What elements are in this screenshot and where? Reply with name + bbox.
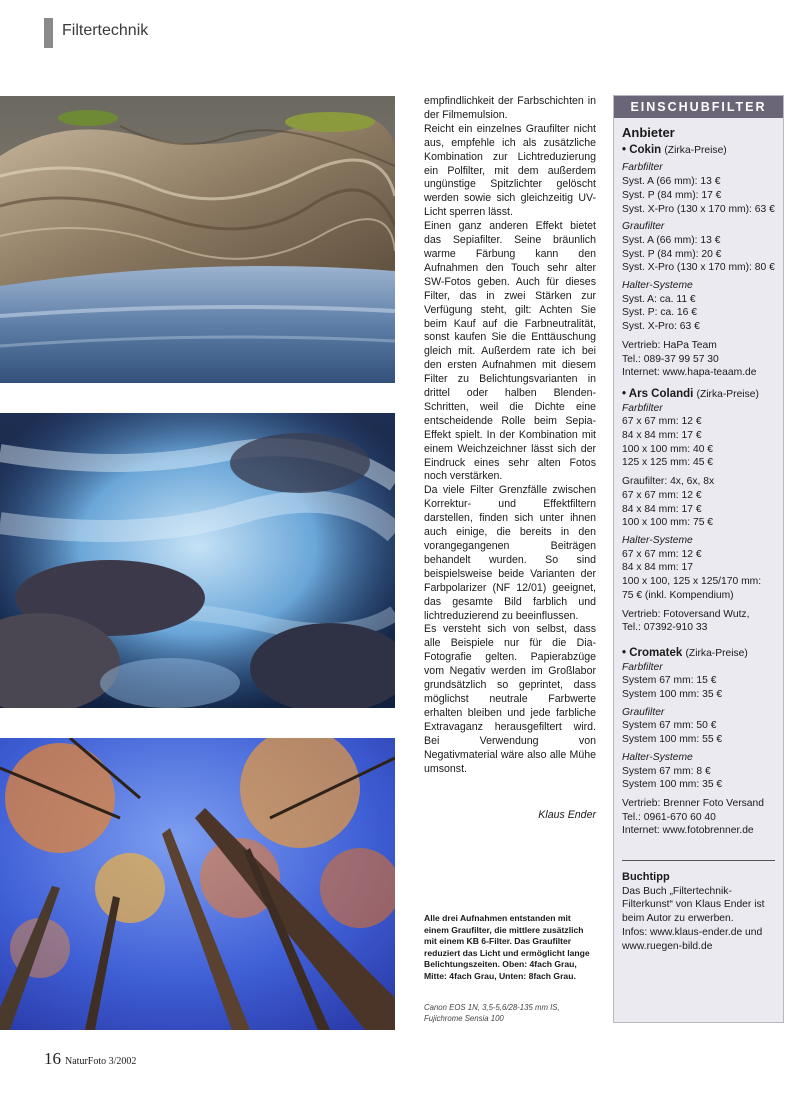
price-line: Syst. A (66 mm): 13 € <box>622 176 721 188</box>
price-line: Syst. P: ca. 16 € <box>622 307 697 319</box>
photo-rocks-water <box>0 96 395 383</box>
vendor-contact: Internet: www.hapa-teaam.de <box>622 367 757 379</box>
price-line: System 100 mm: 35 € <box>622 779 723 791</box>
vendor-name: • Ars Colandi <box>622 387 694 400</box>
article-paragraph: Einen ganz anderen Effekt bietet das Sepiafilter. Seine bräunlich warme Färbung kann den Aufnahmen den Touch sehr alter SW-Fotos geben. Auch für dieses Filter, das in zwei Stärken zur Verfügung steht, gilt: Achten Sie beim Kauf auf die Farbneutralität, sonst kaufen Sie die Enttäuschung gleich mit. Außerdem rate ich bei den ersten Aufnahmen mit diesem Filter zu Belichtungsvarianten in drittel oder halben Blenden-Schritten, weil die Dichte eine entscheidende Rolle beim Sepia-Effekt spielt. In der Kombination mit einem Weichzeichner lässt sich der Eindruck eines sehr alten Fotos noch verstärken. <box>424 220 596 483</box>
article-paragraph: empfindlichkeit der Farbschichten in der Filmemulsion. <box>424 95 596 121</box>
vendor-contact: Vertrieb: Fotoversand Wutz, <box>622 608 750 620</box>
price-line: 125 x 125 mm: 45 € <box>622 457 714 469</box>
vendor-cokin <box>622 144 775 158</box>
category-label: Halter-Systeme <box>622 280 693 292</box>
category-label: Farbfilter <box>622 162 663 174</box>
category-label: Halter-Systeme <box>622 534 693 546</box>
vendor-ars-colandi <box>622 388 775 402</box>
category-label: Graufilter <box>622 706 665 718</box>
buchtipp-heading: Buchtipp <box>622 871 670 884</box>
category-label: Halter-Systeme <box>622 751 693 763</box>
price-line: System 100 mm: 55 € <box>622 734 723 746</box>
article-paragraph: Da viele Filter Grenzfälle zwischen Korrektur- und Effektfiltern darstellen, finden sich unter ihnen auch einige, die bereits in den vorangegangenen Beiträgen behandelt wurden. So sind beispielsweise beide Varianten der Farbpolarizer (NF 12/01) geeignet, das gesamte Bild farblich und lichtreduzierend zu beeinflussen. <box>424 484 596 622</box>
sidebar-einschubfilter <box>613 95 784 1023</box>
price-line: 84 x 84 mm: 17 <box>622 562 693 574</box>
price-line: Syst. P (84 mm): 17 € <box>622 189 722 201</box>
price-note: (Zirka-Preise) <box>696 388 759 400</box>
article-paragraph: Es versteht sich von selbst, dass alle Beispiele nur für die Dia-Fotografie gelten. Papierabzüge vom Negativ werden im Großlabor grundsätzlich so geprintet, dass möglichst neutrale Farbwerte erhalten bleiben und jede farbliche Extravaganz herausgefiltert wird. Bei Verwendung von Negativmaterial wäre also alle Mühe umsonst. <box>424 623 596 775</box>
price-line: 84 x 84 mm: 17 € <box>622 503 702 515</box>
price-line: Syst. P (84 mm): 20 € <box>622 248 722 260</box>
vendor-contact: Tel.: 0961-670 60 40 <box>622 811 716 823</box>
photo-autumn-trees <box>0 738 395 1030</box>
price-line: 67 x 67 mm: 12 € <box>622 416 702 428</box>
price-line: Syst. A: ca. 11 € <box>622 293 696 305</box>
vendor-cromatek <box>622 647 775 661</box>
price-line: Syst. A (66 mm): 13 € <box>622 234 721 246</box>
photo-credit: Canon EOS 1N, 3,5-5,6/28-135 mm IS, Fujichrome Sensia 100 <box>424 1003 560 1023</box>
vendor-name: • Cokin <box>622 143 662 156</box>
vendor-contact: Vertrieb: Brenner Foto Versand <box>622 797 764 809</box>
section-marker <box>44 18 53 48</box>
article-body <box>424 95 596 776</box>
vendor-contact: Tel.: 07392-910 33 <box>622 622 708 634</box>
price-line: System 100 mm: 35 € <box>622 689 723 701</box>
price-line: Syst. X-Pro (130 x 170 mm): 63 € <box>622 203 775 215</box>
price-line: 67 x 67 mm: 12 € <box>622 489 702 501</box>
sidebar-divider <box>622 860 775 861</box>
buchtipp-text: Das Buch „Filtertechnik-Filterkunst“ von Klaus Ender ist beim Autor zu erwerben. <box>622 885 765 925</box>
sidebar-title: EINSCHUBFILTER <box>614 96 783 118</box>
article-author: Klaus Ender <box>538 809 596 821</box>
price-line: 100 x 100 mm: 75 € <box>622 517 714 529</box>
price-note: (Zirka-Preise) <box>685 647 748 659</box>
magazine-issue: NaturFoto 3/2002 <box>65 1056 137 1067</box>
price-line: 67 x 67 mm: 12 € <box>622 548 702 560</box>
vendor-contact: Internet: www.fotobrenner.de <box>622 825 754 837</box>
page-number: 16 <box>44 1049 61 1068</box>
category-label: Graufilter <box>622 221 665 233</box>
page-footer <box>44 1049 136 1069</box>
price-line: 100 x 100 mm: 40 € <box>622 443 714 455</box>
section-title: Filtertechnik <box>62 22 149 39</box>
photo-waterfall <box>0 413 395 708</box>
price-line: Syst. X-Pro: 63 € <box>622 321 700 333</box>
price-line: System 67 mm: 50 € <box>622 720 717 732</box>
category-label: Farbfilter <box>622 402 663 414</box>
vendor-contact: Tel.: 089-37 99 57 30 <box>622 353 719 365</box>
price-note: (Zirka-Preise) <box>664 144 727 156</box>
price-line: 84 x 84 mm: 17 € <box>622 430 702 442</box>
price-line: 100 x 100, 125 x 125/170 mm: <box>622 576 762 588</box>
category-label: Farbfilter <box>622 661 663 673</box>
price-line: System 67 mm: 8 € <box>622 765 711 777</box>
buchtipp-infos: Infos: www.klaus-ender.de und www.ruegen-bild.de <box>622 926 763 952</box>
sidebar-anbieter-heading: Anbieter <box>622 125 675 140</box>
price-line: 75 € (inkl. Kompendium) <box>622 589 734 601</box>
photo-caption: Alle drei Aufnahmen entstanden mit einem Graufilter, die mittlere zusätzlich mit einem KB 6-Filter. Das Graufilter reduziert das Licht und ermöglicht lange Belichtungszeiten. Oben: 4fach Grau, Mitte: 4fach Grau, Unten: 8fach Grau. <box>424 913 590 981</box>
vendor-contact: Vertrieb: HaPa Team <box>622 339 717 351</box>
article-paragraph: Reicht ein einzelnes Graufilter nicht aus, empfehle ich als zusätzliche Kombination zur Lichtreduzierung ein Polfilter, mit dem außerdem ungünstige Spitzlichter gelöscht werden sowie sich gleichzeitig UV-Licht sperren lässt. <box>424 122 596 219</box>
price-line: System 67 mm: 15 € <box>622 675 717 687</box>
price-line: Graufilter: 4x, 6x, 8x <box>622 476 715 488</box>
price-line: Syst. X-Pro (130 x 170 mm): 80 € <box>622 262 775 274</box>
vendor-name: • Cromatek <box>622 646 683 659</box>
